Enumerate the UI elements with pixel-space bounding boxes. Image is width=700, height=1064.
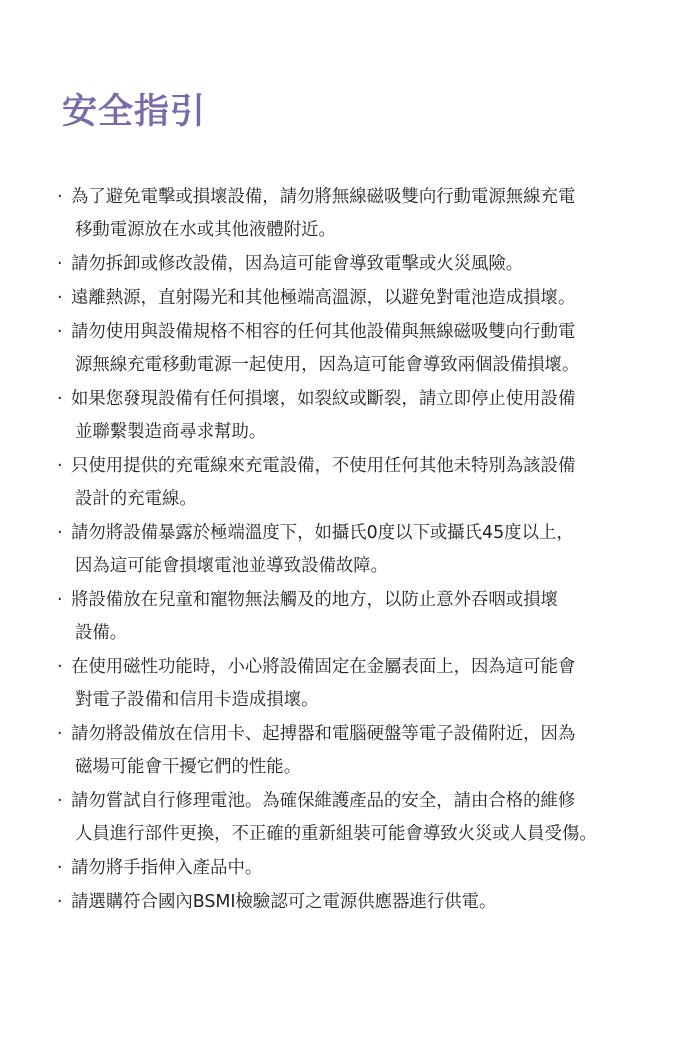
list-item-text-line: 對電子設備和信用卡造成損壞。 bbox=[75, 690, 319, 710]
list-item-text-line: 遠離熱源，直射陽光和其他極端高溫源，以避免對電池造成損壞。 bbox=[71, 288, 576, 308]
bullet-icon: · bbox=[57, 892, 63, 912]
list-item-text-line: 請勿將設備暴露於極端溫度下，如攝氏0度以下或攝氏45度以上， bbox=[71, 523, 574, 543]
list-item bbox=[55, 517, 695, 583]
bullet-icon: · bbox=[57, 590, 63, 610]
bullet-icon: · bbox=[57, 322, 63, 342]
list-item-text-line: 請勿拆卸或修改設備，因為這可能會導致電擊或火災風險。 bbox=[71, 254, 524, 274]
safety-instructions-list bbox=[55, 181, 695, 920]
list-item-text-line: 為了避免電擊或損壞設備，請勿將無線磁吸雙向行動電源無線充電 bbox=[71, 187, 576, 207]
bullet-icon: · bbox=[57, 791, 63, 811]
bullet-icon: · bbox=[57, 657, 63, 677]
bullet-icon: · bbox=[57, 724, 63, 744]
bullet-icon: · bbox=[57, 254, 63, 274]
list-item bbox=[55, 383, 695, 449]
list-item bbox=[55, 852, 695, 885]
list-item-text-line: 將設備放在兒童和寵物無法觸及的地方，以防止意外吞咽或損壞 bbox=[71, 590, 558, 610]
list-item bbox=[55, 785, 695, 851]
bullet-icon: · bbox=[57, 187, 63, 207]
list-item-text-line: 請勿使用與設備規格不相容的任何其他設備與無線磁吸雙向行動電 bbox=[71, 322, 576, 342]
list-item bbox=[55, 651, 695, 717]
bullet-icon: · bbox=[57, 858, 63, 878]
list-item-text-line: 源無線充電移動電源一起使用，因為這可能會導致兩個設備損壞。 bbox=[75, 355, 580, 375]
list-item bbox=[55, 584, 695, 650]
list-item bbox=[55, 181, 695, 247]
list-item-text-line: 請勿嘗試自行修理電池。為確保維護產品的安全，請由合格的維修 bbox=[71, 791, 576, 811]
list-item-text-line: 在使用磁性功能時，小心將設備固定在金屬表面上，因為這可能會 bbox=[71, 657, 576, 677]
bullet-icon: · bbox=[57, 523, 63, 543]
list-item-text-line: 只使用提供的充電線來充電設備，不使用任何其他未特別為該設備 bbox=[71, 456, 576, 476]
list-item bbox=[55, 718, 695, 784]
list-item-text-line: 請選購符合國內BSMI檢驗認可之電源供應器進行供電。 bbox=[71, 892, 497, 912]
list-item-text-line: 如果您發現設備有任何損壞，如裂紋或斷裂，請立即停止使用設備 bbox=[71, 389, 576, 409]
list-item-text-line: 移動電源放在水或其他液體附近。 bbox=[75, 220, 336, 240]
list-item bbox=[55, 886, 695, 919]
bullet-icon: · bbox=[57, 288, 63, 308]
list-item-text-line: 請勿將手指伸入產品中。 bbox=[71, 858, 263, 878]
list-item-text-line: 因為這可能會損壞電池並導致設備故障。 bbox=[75, 556, 389, 576]
list-item bbox=[55, 450, 695, 516]
list-item bbox=[55, 248, 695, 281]
list-item bbox=[55, 282, 695, 315]
page-title: 安全指引 bbox=[62, 92, 207, 132]
bullet-icon: · bbox=[57, 456, 63, 476]
list-item-text-line: 並聯繫製造商尋求幫助。 bbox=[75, 422, 267, 442]
list-item bbox=[55, 316, 695, 382]
list-item-text-line: 設計的充電線。 bbox=[75, 489, 197, 509]
list-item-text-line: 設備。 bbox=[75, 623, 128, 643]
list-item-text-line: 磁場可能會干擾它們的性能。 bbox=[75, 757, 302, 777]
list-item-text-line: 請勿將設備放在信用卡、起搏器和電腦硬盤等電子設備附近，因為 bbox=[71, 724, 576, 744]
list-item-text-line: 人員進行部件更換，不正確的重新組裝可能會導致火災或人員受傷。 bbox=[75, 824, 597, 844]
bullet-icon: · bbox=[57, 389, 63, 409]
